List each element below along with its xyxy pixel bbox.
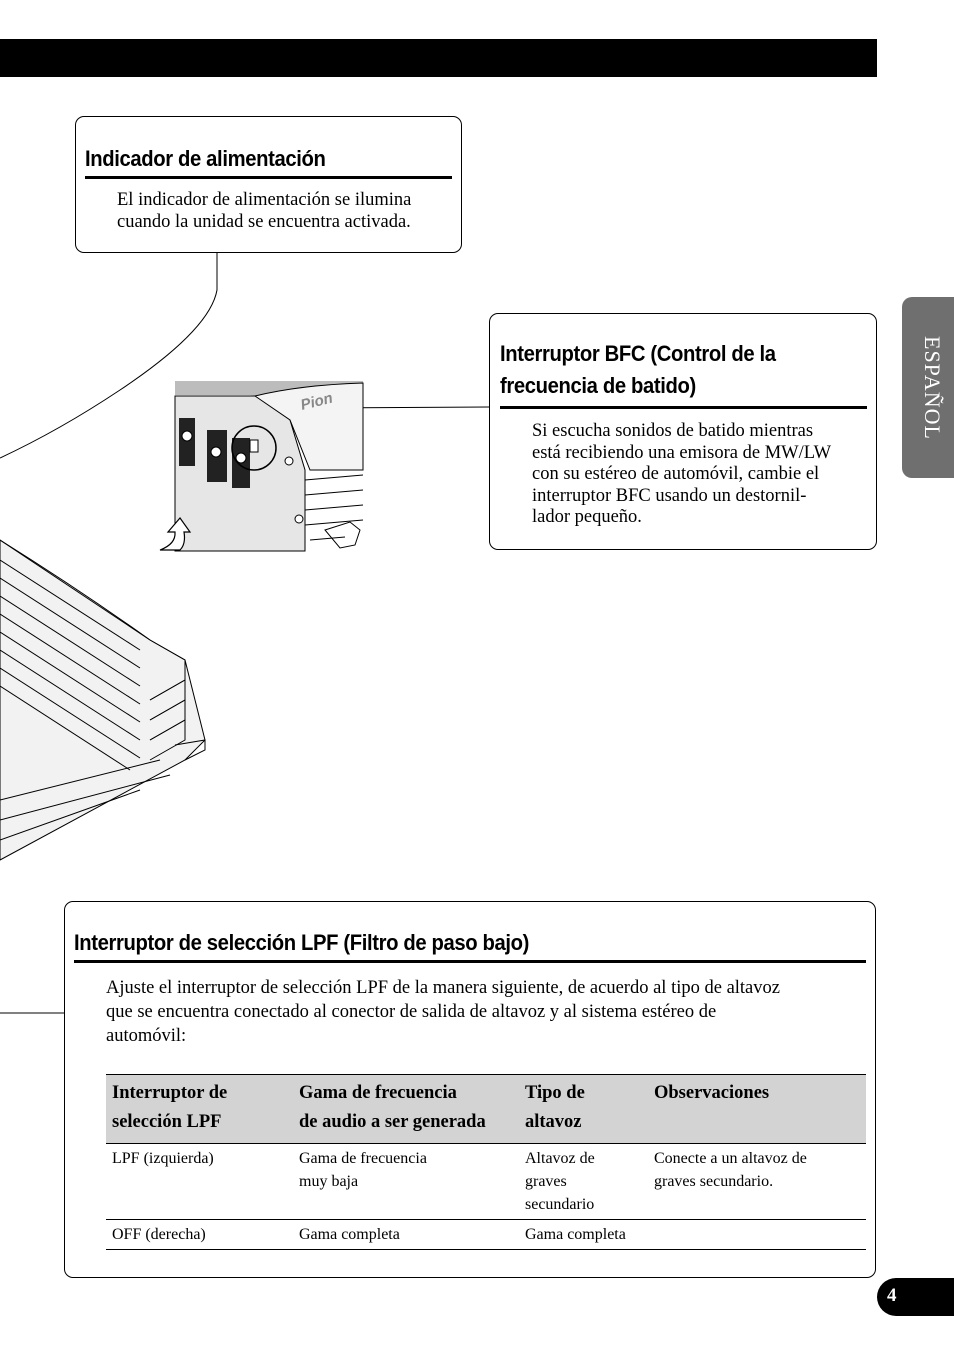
brand-logo: Pion	[298, 389, 335, 414]
text-line: con su estéreo de automóvil, cambie el	[532, 464, 820, 484]
table-header-row	[106, 1075, 866, 1144]
table-row	[106, 1220, 866, 1250]
language-tab	[902, 297, 954, 478]
page-number-badge	[877, 1278, 954, 1316]
text-line: que se encuentra conectado al conector de salida de altavoz y al sistema estéreo de	[106, 1002, 717, 1022]
table-cell	[648, 1220, 866, 1250]
lpf-switch-heading: Interruptor de selección LPF (Filtro de paso bajo)	[74, 930, 530, 955]
column-header: Interruptor de selección LPF	[106, 1075, 293, 1144]
text-line: Si escucha sonidos de batido mientras	[532, 421, 814, 441]
column-header: Tipo de altavoz	[519, 1075, 648, 1144]
text-line: cuando la unidad se encuentra activada.	[117, 211, 411, 232]
power-indicator-callout	[75, 116, 462, 253]
heading-rule	[74, 960, 866, 963]
text-line: El indicador de alimentación se ilumina	[117, 190, 412, 210]
power-indicator-heading: Indicador de alimentación	[85, 146, 326, 171]
heading-line: frecuencia de batido)	[500, 373, 696, 398]
column-header: Gama de frecuencia de audio a ser generada	[293, 1075, 519, 1144]
text-line: lador pequeño.	[532, 507, 642, 527]
text-line: Ajuste el interruptor de selección LPF de la manera siguiente, de acuerdo al tipo de altavoz	[106, 978, 780, 998]
table-cell: LPF (izquierda)	[106, 1144, 293, 1220]
table-cell: OFF (derecha)	[106, 1220, 293, 1250]
heading-rule	[85, 176, 452, 179]
table-cell: Altavoz de graves secundario	[519, 1144, 648, 1220]
table-cell: Gama completa	[519, 1220, 648, 1250]
table-cell: Gama completa	[293, 1220, 519, 1250]
amplifier-body	[0, 540, 205, 860]
bfc-switch-heading	[500, 338, 776, 402]
bfc-switch-text	[532, 421, 872, 529]
table-row	[106, 1144, 866, 1220]
language-tab-label: ESPAÑOL	[920, 335, 945, 440]
bfc-closeup-inset	[175, 381, 363, 551]
bfc-switch-callout	[489, 313, 877, 550]
lpf-settings-table	[106, 1074, 866, 1250]
text-line: está recibiendo una emisora de MW/LW	[532, 442, 832, 463]
table-cell: Conecte a un altavoz de graves secundario.	[648, 1144, 866, 1220]
text-line: interruptor BFC usando un destornil-	[532, 485, 807, 506]
page-number: 4	[887, 1285, 897, 1306]
power-indicator-text	[117, 190, 457, 233]
column-header: Observaciones	[648, 1075, 866, 1144]
heading-rule	[500, 406, 867, 409]
lpf-switch-callout	[64, 901, 876, 1278]
lpf-intro-text	[106, 976, 866, 1048]
table-cell: Gama de frecuencia muy baja	[293, 1144, 519, 1220]
text-line: automóvil:	[106, 1026, 187, 1046]
heading-line: Interruptor BFC (Control de la	[500, 341, 776, 366]
